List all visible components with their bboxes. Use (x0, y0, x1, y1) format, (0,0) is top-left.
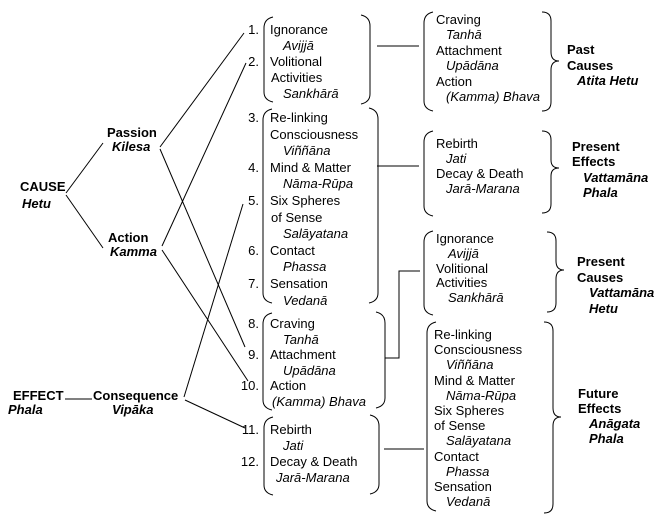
side-label-line: Causes (577, 270, 624, 285)
passion-pali: Kilesa (112, 139, 151, 154)
line-passion-to-item1 (160, 33, 244, 147)
link-number: 4. (248, 160, 259, 175)
link-line: Six Spheres (270, 193, 341, 208)
link-line: Phassa (283, 259, 327, 274)
side-label-line: Past (567, 42, 595, 57)
box-line: Action (436, 74, 473, 89)
box-line: Craving (436, 12, 481, 27)
link-line: Jarā-Marana (276, 470, 350, 485)
bracket-group2-right (369, 108, 378, 303)
link-line: Volitional (270, 54, 323, 69)
side-label-line: Atita Hetu (577, 73, 639, 88)
box-line: Viññāna (446, 357, 494, 372)
link-line: Viññāna (283, 143, 331, 158)
brace-present-causes (547, 232, 564, 312)
box-line: Tanhā (446, 27, 482, 42)
line-action-to-item2 (162, 63, 246, 246)
bracket-box3-left (424, 231, 433, 315)
link-line: Tanhā (283, 332, 319, 347)
box-line: Consciousness (434, 342, 523, 357)
link-line: Attachment (270, 347, 336, 362)
box-line: Phassa (446, 464, 490, 479)
link-number: 2. (248, 54, 259, 69)
box-line: Nāma-Rūpa (446, 388, 517, 403)
link-line: Action (270, 378, 307, 393)
line-cause-to-passion (66, 143, 103, 193)
link-number: 8. (248, 316, 259, 331)
cause-pali: Hetu (22, 196, 51, 211)
link-line: Upādāna (283, 363, 336, 378)
effect-label: EFFECT (13, 388, 64, 403)
link-number: 11. (241, 422, 259, 437)
link-line: (Kamma) Bhava (272, 394, 366, 409)
box-line: Salāyatana (446, 433, 512, 448)
box-line: Sankhārā (448, 290, 504, 305)
link-line: Re-linking (270, 110, 328, 125)
brace-future-effects (544, 322, 561, 513)
side-label-line: Phala (583, 185, 618, 200)
action-label: Action (108, 230, 149, 245)
link-number: 7. (248, 276, 259, 291)
link-line: Consciousness (270, 127, 359, 142)
side-label-line: Effects (578, 401, 622, 416)
side-label-line: Vattamāna (583, 170, 649, 185)
link-line: Nāma-Rūpa (283, 176, 354, 191)
box-line: Re-linking (434, 327, 492, 342)
box-line: Attachment (436, 43, 502, 58)
box-line: Avijjā (448, 246, 479, 261)
bracket-group4-right (370, 415, 379, 494)
side-label-line: Vattamāna (589, 285, 655, 300)
box-line: Jarā-Marana (446, 181, 520, 196)
side-label-line: Hetu (589, 301, 618, 316)
link-line: Contact (270, 243, 315, 258)
box-line: Contact (434, 449, 479, 464)
bracket-group3-right (376, 312, 385, 408)
link-number: 1. (248, 22, 259, 37)
bracket-group1-right (361, 15, 370, 104)
link-line: of Sense (271, 210, 323, 225)
side-label-line: Effects (572, 154, 616, 169)
link-number: 5. (248, 193, 259, 208)
link-number: 3. (248, 110, 259, 125)
link-line: Avijjā (283, 38, 314, 53)
link-line: Decay & Death (270, 454, 358, 469)
box-line: Upādāna (446, 58, 499, 73)
link-line: Salāyatana (283, 226, 349, 241)
brace-present-effects (542, 131, 559, 213)
link-line: Rebirth (270, 422, 312, 437)
cause-label: CAUSE (20, 179, 66, 194)
link-line: Craving (270, 316, 315, 331)
consequence-label: Consequence (93, 388, 179, 403)
passion-label: Passion (107, 125, 157, 140)
line-consequence-to-item5 (184, 204, 243, 397)
side-label-line: Causes (567, 58, 614, 73)
line-group3-to-presentcauses (385, 271, 420, 358)
box-line: Mind & Matter (434, 373, 515, 388)
line-cause-to-action (66, 195, 103, 248)
box-line: Sensation (434, 479, 492, 494)
box-line: (Kamma) Bhava (446, 89, 540, 104)
link-number: 9. (248, 347, 259, 362)
link-line: Sensation (270, 276, 328, 291)
box-line: Activities (436, 275, 488, 290)
box-line: Ignorance (436, 231, 494, 246)
link-line: Activities (271, 70, 323, 85)
bracket-box1-left (424, 12, 433, 111)
link-number: 12. (240, 454, 259, 469)
action-pali: Kamma (110, 244, 157, 259)
box-line: Jati (446, 151, 467, 166)
box-line: Volitional (436, 261, 489, 276)
side-label-line: Anāgata (589, 416, 641, 431)
brace-past-causes (542, 12, 559, 111)
side-label-line: Present (572, 139, 620, 154)
link-line: Mind & Matter (270, 160, 351, 175)
link-line: Jati (283, 438, 304, 453)
consequence-pali: Vipāka (112, 402, 154, 417)
box-line: Six Spheres (434, 403, 505, 418)
link-number: 10. (240, 378, 259, 393)
link-line: Sankhārā (283, 86, 339, 101)
side-label-line: Future (578, 386, 619, 401)
side-label-line: Present (577, 254, 625, 269)
effect-pali: Phala (8, 402, 43, 417)
bracket-box2-left (424, 131, 433, 216)
link-number: 6. (248, 243, 259, 258)
side-label-line: Phala (589, 431, 624, 446)
box-line: Rebirth (436, 136, 478, 151)
link-line: Vedanā (283, 293, 328, 308)
box-line: Decay & Death (436, 166, 524, 181)
box-line: of Sense (434, 418, 486, 433)
link-line: Ignorance (270, 22, 328, 37)
box-line: Vedanā (446, 494, 491, 509)
